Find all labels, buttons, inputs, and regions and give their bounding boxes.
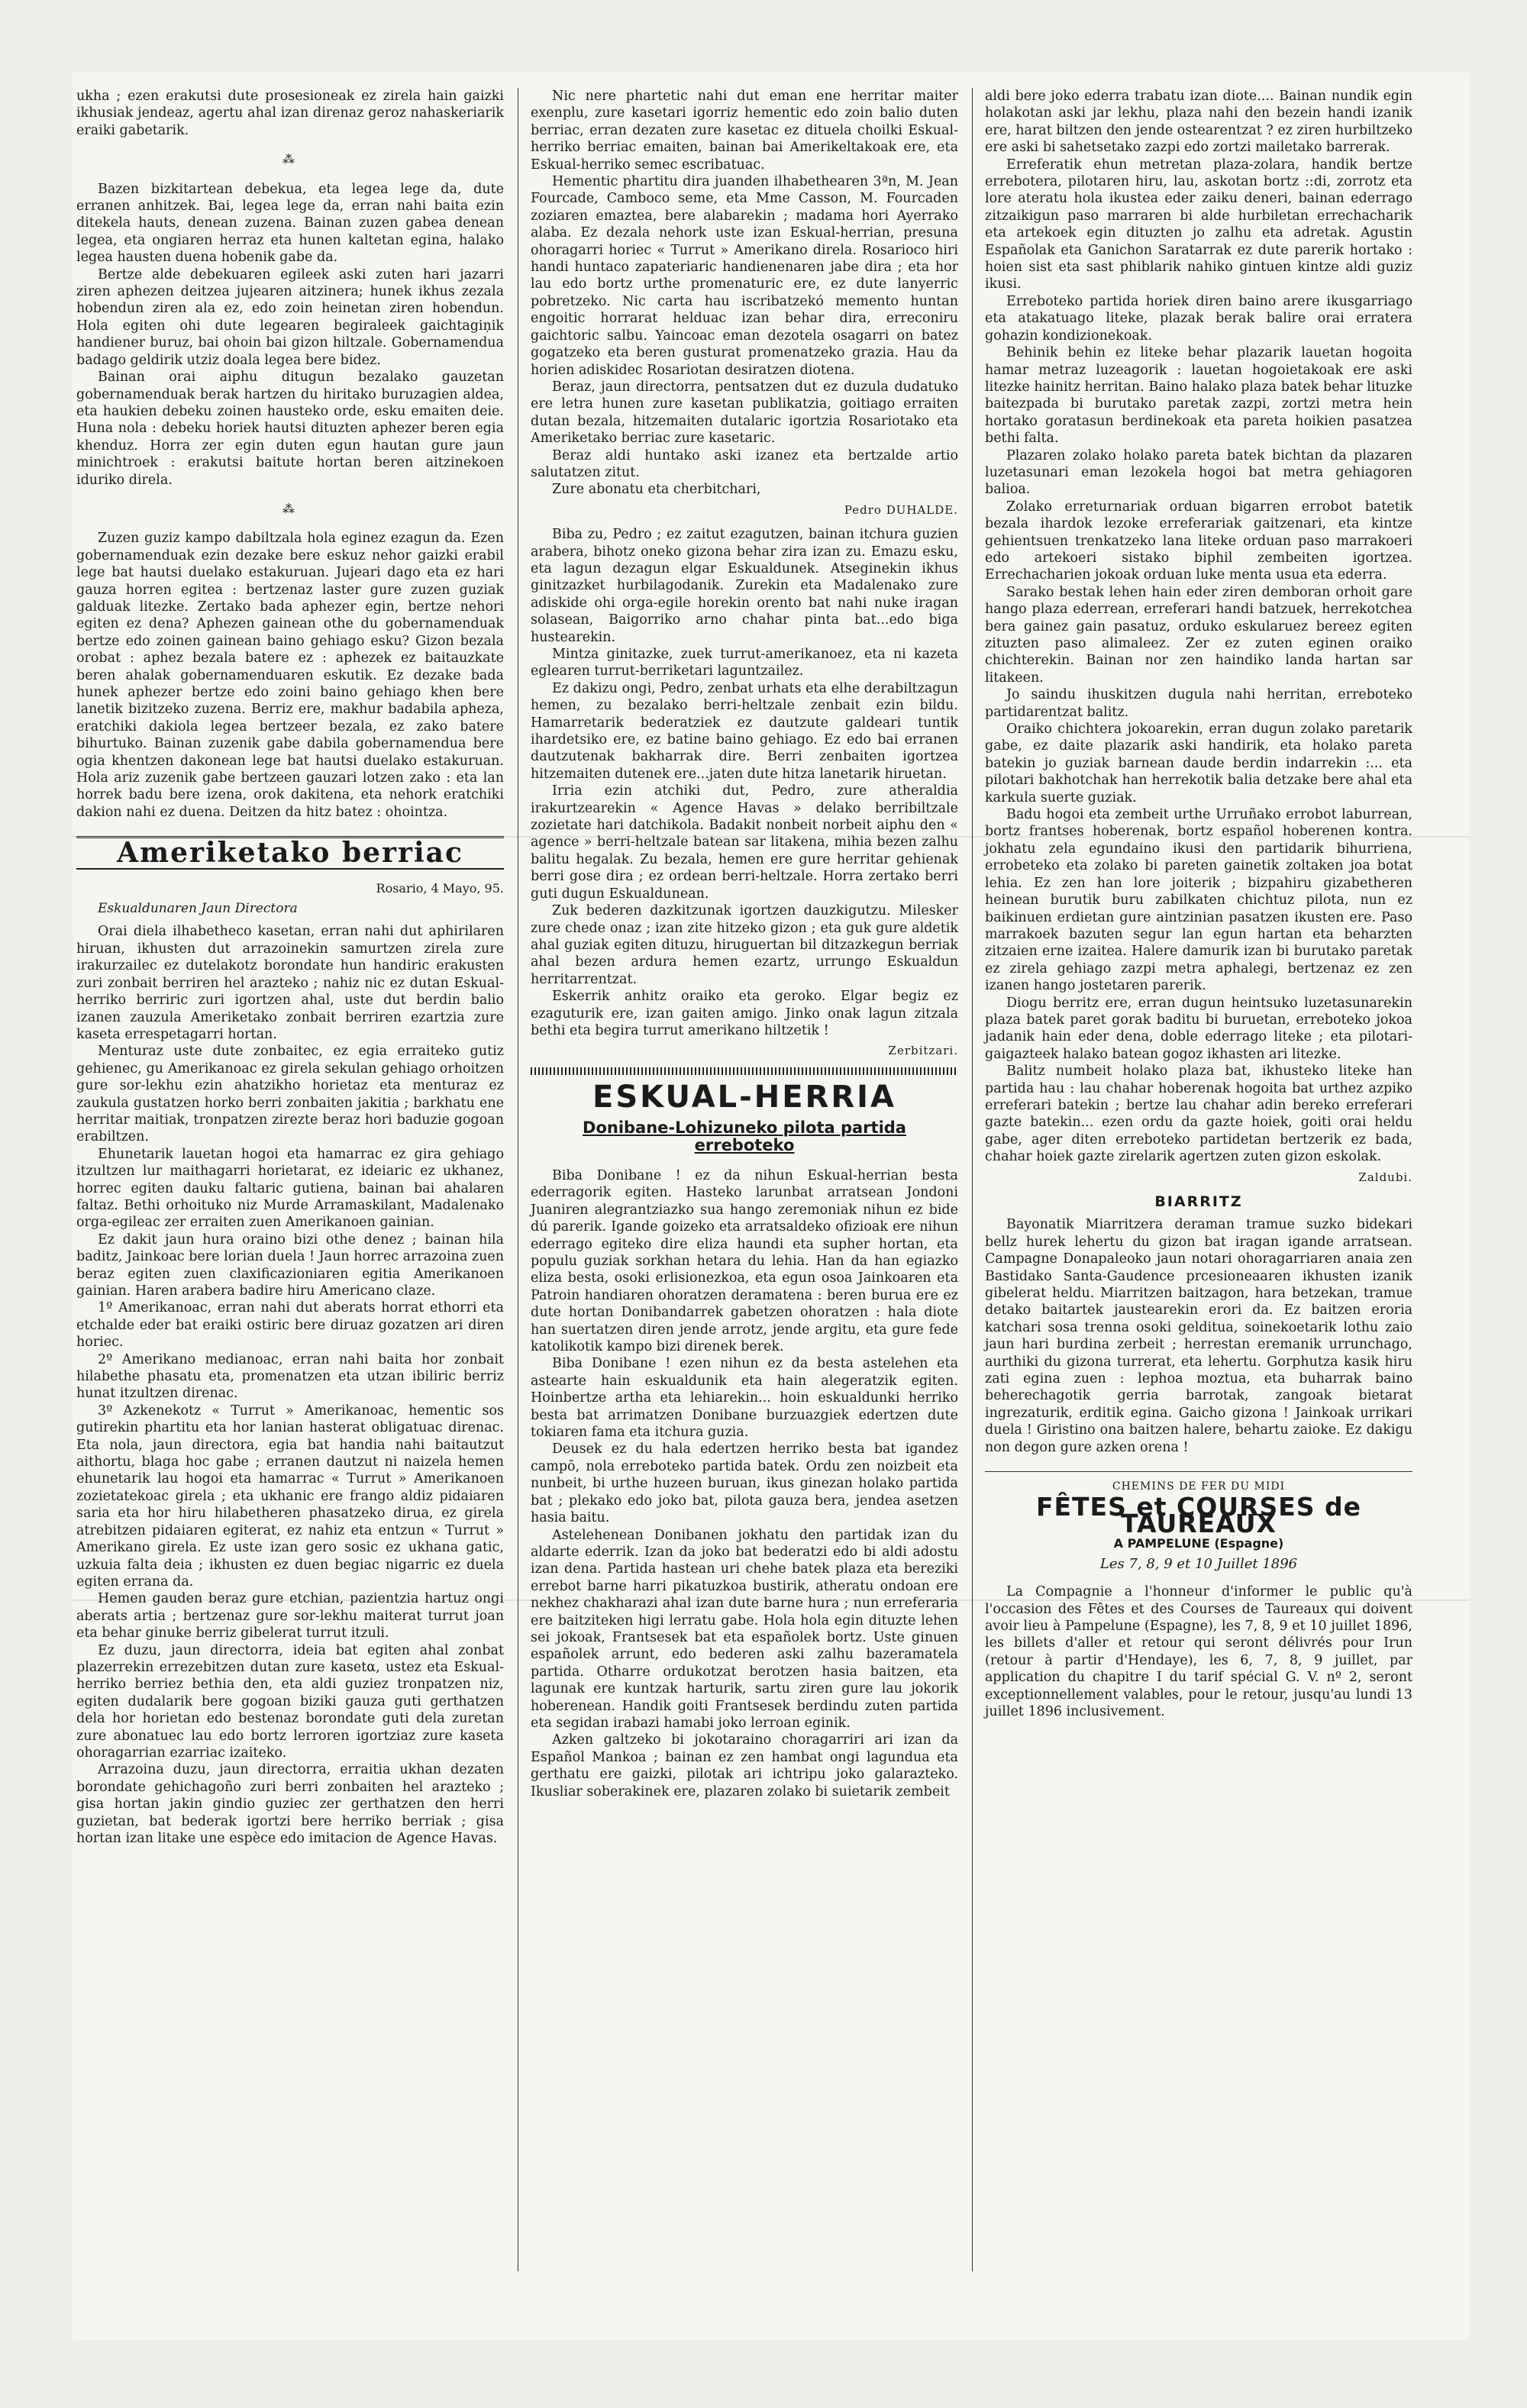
reply-body [531, 526, 958, 1039]
article-continued-text [76, 88, 504, 139]
paragraph: Eskerrik anhitz oraiko eta geroko. Elgar begiz ez ezaguturik ere, izan gaiten amigo. Jinko onak lagun zitzala bethi eta begira turrut amerikano hiltzetik ! [531, 989, 958, 1038]
letter-body [531, 88, 958, 499]
signature: Zaldubi. [1358, 1170, 1412, 1184]
paragraph: Sarako bestak lehen hain eder ziren demboran orhoit gare hango plaza ederrean, erreferari handi batzuek, herrekotchea bera gainez gain pasatuz, orduko eskularuez bereez egiten zituzten paso alimaleez. Zer ez zuten eginen oraiko chichterekin. Bainan nor zen haindiko landa hartan sar litakeen. [985, 584, 1412, 686]
hatched-divider [531, 1067, 958, 1075]
paragraph: Erreboteko partida horiek diren baino arere ikusgarriago eta atakatuago liteke, plazak berak balire orai erratera gohazin kondizionekoak. [985, 293, 1412, 344]
section-heading-ameriketako: Ameriketako berriac [76, 836, 504, 869]
section-heading-eskual-herria: ESKUAL-HERRIA [592, 1079, 896, 1115]
signature: Pedro DUHALDE. [844, 502, 958, 517]
paragraph: Deusek ez du hala edertzen herriko besta bat igandez campō, nola erreboteko partida batek. Ordu zen noizbeit eta nunbeit, bi urthe huzeen buruan, ikus ginezan holako partida bat ; plekako edo joko bat, pilota gauza bera, jendea asetzen hasia baitu. [531, 1441, 958, 1526]
paragraph: Astelehenean Donibanen jokhatu den partidak izan du aldarte ederrik. Izan da joko bat bederatzi edo bi aldi adostu izan dena. Partida hastean uri chehe batek plaza eta bereziki errebot barne harri pikatuzkoa bustirik, atheratu ondoan ere nekhez chakharazi ahal izan dute barne hura ; nun erreferaria ere baitziteken higi lerratu gabe. Hola hola egin dituzte lehen sei jokoak, Frantsesek bat eta españolek bortz. Uste ginuen españolek arrunt, edo bederen aski zalhu bazeramatela partida. Otharre ordukotzat berotzen hasia baitzen, eta lagunak ere kuntzak harturik, sartu ziren gure lau jokorik hoberenean. Handik goiti Frantsesek berdindu zuten partida eta segidan irabazi hamabi joko lerroan eginik. [531, 1527, 958, 1731]
paragraph: Biba Donibane ! ezen nihun ez da besta astelehen eta astearte hain eskualdunik eta hain alegeratzik egiten. Hoinbertze artha eta lehiarekin... hoin eskualdunki herriko besta bat arrimatzen Donibane burzuazgiek edertzen dute tokiaren fama eta itchura guzia. [531, 1356, 958, 1441]
article-body [985, 88, 1412, 1166]
paragraph: 1º Amerikanoac, erran nahi dut aberats horrat ethorri eta etchalde eder bat eraiki ostiric bere diruaz gozatzen ari diren horiec. [76, 1300, 504, 1351]
paragraph: Zuzen guziz kampo dabiltzala hola eginez ezagun da. Ezen gobernamenduak ezin dezake bere eskuz nehor gaizki erabil lege bat hautsi duelako estakuruan. Jujeari dago eta ez hari gauza horren egitea : bertzenaz laster gure zuzen guziak galduak litezke. Zertako bada aphezer egin, bertze nehori egiten ez dena? Aphezen gainean othe du gobernamenduak bertze edo zoinen gainean baino gehiago esku? Gizon bezala orobat : aphez bezala batere ez : aphezek ez baitauzkate beren ahalak gobernamenduaren eskutik. Ez dezake bada hunek aphezer bertze edo zoini baino gehiago khen bere lanetik bizitzeko zuzena. Berriz ere, makhur badabila apheza, eratchiki dakiola legea bertzeer bezala, ez zako batere bihurtuko. Bainan zuzenik gabe dabila gobernamendua bere ogia khentzen dakonean lege bat hautsi duelako estakuruan. Hola ariz zuzenik gabe bertzeen gauzari lotzen zako : eta lan horrek badu bere izena, orok dakitena, eta nehork eratchiki dakion nahi ez duena. Deitzen da hitz batez : ohointza. [76, 531, 504, 820]
ad-company: CHEMINS DE FER DU MIDI [1112, 1480, 1286, 1493]
section-separator: ⁂ [282, 501, 298, 516]
paragraph: Zuk bederen dazkitzunak igortzen dauzkigutzu. Milesker zure chede onaz ; izan zite hitzeko gizon ; eta guk gure aldetik ahal guziak egiten dituzu, hiruguertan bil ditzazkegun berriak ahal bezen ardura hemen ezartz, urrungo Eskualdun herritarrentzat. [531, 903, 958, 987]
paragraph: aldi bere joko ederra trabatu izan diote.... Bainan nundik egin holakotan aski jar lekhu, plaza nahi den bezein handi izanik ere, harat biltzen den jende ostearentzat ? ez ziren hurbiltzeko ere aski bi sahetsetako zazpi edo zortzi mailetako barrerak. [985, 89, 1412, 156]
column-rule [972, 88, 973, 2271]
paragraph: Oraiko chichtera jokoarekin, erran dugun zolako paretarik gabe, ez daite plazarik aski handirik, eta holako pareta batekin jo guziak barnean daude berdin indarrekin :... eta pilotari bakhotchak han herrekotik balia detzake bere ahal eta karkula suerte guziak. [985, 721, 1412, 805]
column-2 [531, 88, 958, 1800]
paragraph: Ehunetarik lauetan hogoi eta hamarrac ez gira gehiago itzultzen lur maithagarri horietarat, ez ideiaric ez ukhanez, horrec egiten dauku faltaric gutiena, bainan bai ahalaren faltaz. Bethi orhoituko niz Murde Arramaskilant, Madalenako orga-egileac zer erraiten zuen Amerikanoen gainian. [76, 1146, 504, 1231]
paragraph: Irria ezin atchiki dut, Pedro, zure atheraldia irakurtzearekin « Agence Havas » delako berribiltzale zozietate hari datchikola. Badakit nonbeit norbeit aiphu den « agence » berri-heltzale batean sar litakena, mihia bezen zalhu balitu hegalak. Zu bezala, hemen ere gure herritar gehienak berri gose dira ; ez ordean berri-heltzale. Horra zertako berri guti dugun Eskualdunean. [531, 783, 958, 902]
paragraph: Nic nere phartetic nahi dut eman ene herritar maiter exenplu, zure kasetari igorriz hementic edo zoin balio duten berriac, erran dezaten zure kasetac ez dituela choilki Eskual-herriko berriac emaiten, bainan bai Amerikeltakoak ere, eta Eskual-herriko semec escribatuac. [531, 89, 958, 173]
paragraph: Diogu berritz ere, erran dugun heintsuko luzetasunarekin plaza batek paret gorak baditu bi buruetan, erreboteko jokoa jadanik hain eder dena, doble ederrago liteke ; eta pilotari-gaigazteek halako batean gogoz ikhasten ari litezke. [985, 995, 1412, 1062]
paragraph: ukha ; ezen erakutsi dute prosesioneak ez zirela hain gaizki ikhusiak jendeaz, agertu ahal izan direnaz geroz nahaskeriarik eraiki gabetarik. [76, 89, 504, 138]
paragraph: Zolako erreturnariak orduan bigarren errobot batetik bezala ihardok lezoke erreferariak gaitzenari, eta kintze gehientsuen trenkatzeko lana liteke orduan paso marrakoeri edo artekoeri sistako biphil zembeiten igortzea. Errechacharien jokoak orduan luke menta usua eta ederra. [985, 499, 1412, 583]
column-3 [985, 88, 1412, 1720]
ad-body: La Compagnie a l'honneur d'informer le public qu'à l'occasion des Fêtes et des Courses de Taureaux qui doivent avoir lieu à Pampelune (Espagne), les 7, 8, 9 et 10 juillet 1896, les billets d'aller et retour qui seront délivrés pour Irun (retour à partir d'Hendaye), les 6, 7, 8, 9 juillet, par application du chapitre I du tarif spécial G. V. nº 2, seront exceptionnellement valables, pour le retour, jusqu'au lundi 13 juillet 1896 inclusivement. [985, 1584, 1412, 1719]
ad-city: A PAMPELUNE (Espagne) [1113, 1536, 1284, 1551]
paragraph: Hementic phartitu dira juanden ilhabethearen 3ªn, M. Jean Fourcade, Camboco seme, eta Mme Casson, M. Fourcaden zoziaren emaztea, bere alabarekin ; madama hori Ayerrako alaba. Ez dezala nehork uste izan Eskual-herrian, presuna ohoragarri horiec « Turrut » Amerikano direla. Rosarioco hiri handi huntaco zapateriaric handienenaren jabe dira ; eta hor lau edo bortz urthe promenaturic ere, ez dute lanyerric pobretzeko. Nic carta hau iscribatzekó memento huntan engoitic horrarat helduac izan behar dira, erreconiru gaichtoric salbu. Yaincoac eman dezotela osagarri on batez gogatzeko eta beren gusturat promenatzeko grazia. Hau da horien adiskidec Rosariotan desiratzen diotena. [531, 174, 958, 378]
paragraph: Orai diela ilhabetheco kasetan, erran nahi dut aphirilaren hiruan, ikhusten dut arrazoinekin samurtzen zirela zure irakurzailec ez dutelakotz borondate hun handiric erakusten zuri zonbait berriren hel arazteko ; nahiz nic ez dutan Eskual-herriko berriric zuri igortzen ahal, uste dut berdin baliο izanen zauzula Ameriketako zonbait berriren ezartzia zure kaseta errespetagarri hortan. [76, 924, 504, 1042]
paragraph: Ez dakit jaun hura oraino bizi othe denez ; bainan hila baditz, Jainkoac bere lorian duela ! Jaun horrec arrazoina zuen beraz egiten zuen claxificazioniaren egitia Amerikanoen gainian. Haren arabera badire hiru Americano claze. [76, 1231, 504, 1299]
paragraph: Beraz, jaun directorra, pentsatzen dut ez duzula dudatuko ere letra hunen zure kasetan publikatzia, goitiago erraiten dutan bezala, hitzemaiten dutalaric igortzia Rosariotako eta Ameriketako berriac zure kasetaric. [531, 379, 958, 447]
paragraph: Erreferatik ehun metretan plaza-zolara, handik bertze errebotera, pilotaren hiru, lau, askotan bortz ::di, zorrotz eta lore ateratu hola ikustea eder zaiku deneri, bainan ederrago zitzaikigun paso marraren bi alde hurbiletan errechacharik eta artekoek egin dituzten jo zalhu eta adretak. Agustin Españolak eta Ganichon Saratarrak ez dute parerik hortako : hoien sist eta sast phiblarik nahiko gintuen kintze aldi guziz ikusi. [985, 157, 1412, 292]
paragraph: 3º Azkenekotz « Turrut » Amerikanoac, hementic sos gutirekin phartitu eta hor lanian hasterat obligatuac direnac. Eta nola, jaun directora, egia bat handia nahi baitautzut aithortu, blaga hoc gabe ; erranen dautzut ni naizela hemen ehunetarik lau hogoi eta hamarrac « Turrut » Amerikanoen zozietatekoac girela ; eta ukhanic ere frango aldiz pidaiaren saria eta hor hiru hilabetheren phasatzeko dirua, ez girela atrebitzen pidaiaren egiterat, ez nahiz eta entzun « Turrut » Amerikano girela. Ez uste izan gero sosic ez ukhana gatic, uzkuia falta deia ; ikhusten ez duen begiac nigarric ez duela egiten errana da. [76, 1403, 504, 1590]
article-subheading: Donibane-Lohizuneko pilota partida erreboteko [583, 1118, 906, 1154]
paragraph: Ez duzu, jaun directorra, ideia bat egiten ahal zonbat plazerrekin errezebitzen dutan zure kasetα, ustez eta Eskual-herriko berriez bethia den, eta aldi guziez tronpatzen niz, egiten dudalarik bere gogoan biziki gauza guti gerthatzen dela hor horietan edo bestenaz borondate guti dela zuretan zure abonatuec lau edo bortz lerroren igortziaz zure kaseta ohoragarrian ezarriac izaiteko. [76, 1642, 504, 1761]
paragraph: Ez dakizu ongi, Pedro, zenbat urhats eta elhe derabiltzagun hemen, zu bezalako berri-heltzale zenbait ezin bildu. Hamarretarik bederatziek ez dautzute galdeari tuntik ihardetsiko ere, ez batine baino gehiago. Ez edo bai erranen dautzutenak bakharrak dire. Berri zenbaiten igortzea hitzemaiten dutenek ere...jaten dute hitza lanetarik hiruetan. [531, 680, 958, 782]
paragraph: Hemen gauden beraz gure etchian, pazientzia hartuz ongi aberats artia ; bertzenaz gure sor-lekhu maiterat turrut joan eta behar ginuke berriz gibelerat turrut itzuli. [76, 1591, 504, 1641]
paragraph: 2º Amerikano medianoac, erran nahi baita hor zonbait hilabethe phasatu eta, promenatzen eta utzan ibiliric berriz hunat itzultzen direnac. [76, 1351, 504, 1402]
paragraph: Beraz aldi huntako aski izanez eta bertzalde artio salutatzen zitut. [531, 447, 958, 480]
paragraph: Zure abonatu eta cherbitchari, [552, 482, 761, 498]
paragraph: Biba zu, Pedro ; ez zaitut ezagutzen, bainan itchura guzien arabera, bihotz oneko gizona behar zira izan zu. Emazu esku, eta lagun dezagun elgar Eskualdunek. Atseginekin ikhus ginitzazket hurbilagodanik. Zurekin eta Madalenako zure adiskide ohi orga-egile horekin orento bat nahi nuke iragan solasean, Baigorriko arno chahar pinta bat...edo biga hustearekin. [531, 527, 958, 645]
paragraph: Bayonatik Miarritzera deraman tramue suzko bidekari bellz hurek lehertu du gizon bat iragan igande arratsean. Campagne Donapaleoko jaun notari ohoragarriaren anaia zen Bastidako Santa-Gaudence prcesioneaaren ikhusten izanik gibelerat heldu. Miarritzen baitzagon, hara betzekan, tramue detako baitartek jaustearekin erori da. Ez baitzen eroria katchari sosa trenna osoki gelditua, soinekoetarik lothu zaio jaun hari burdina zerbeit ; herrestan eremanik urrunchago, aurthiki du gizona turrerat, eta lehertu. Gorphutza kasik hiru zati egina zuen : lephoa moztua, eta buharrak baino beherechagotik gerria barrotak, zangoak bietarat ingrezaturik, erditik egina. Gaicho gizona ! Jainkoak urrikari duela ! Giristino ona baitzen halere, behartu zaioke. Ez dakigu non degon gure azken orena ! [985, 1217, 1412, 1455]
letter-salutation: Eskualdunaren Jaun Directora [98, 901, 298, 917]
newspaper-page [73, 73, 1470, 2340]
article-body [76, 181, 504, 489]
paragraph: Balitz numbeit holako plaza bat, ikhusteko liteke han partida hau : lau chahar hoberenak hogoita bat urthez azpiko erreferari batekin ; bertze lau chahar adin bereko erreferari gazte batekin... ezen ordu da gazte hoiek, goiti orai heldu gabe, ager diten erreboteko partidetan bertzerik ez bada, chahar hoiek gazte zirelarik agertzen zuten gizon eskolak. [985, 1064, 1412, 1165]
section-separator: ⁂ [282, 152, 298, 167]
dateline: Rosario, 4 Mayo, 95. [376, 880, 504, 896]
letter-body [76, 923, 504, 1847]
paragraph: Menturaz uste dute zonbaitec, ez egia erraiteko gutiz gehienec, gu Amerikanoac ez girela sekulan gehiago orhoitzen gure sor-lekhu ezin ahatzikho horietaz eta menturaz ez zaukula gustatzen horko berri zonbaiten jakitia ; barkhatu ene herritar maitiak, tronpatzen zirezte beraz hori baduzie gogoan erabiltzen. [76, 1044, 504, 1145]
paragraph: Arrazoina duzu, jaun directorra, erraitia ukhan dezaten borondate gehichagoño zuri berri zonbaiten hel arazteko ; gisa hortan jakin gindio guziec zer gerthatzen den herri guzietan, bat bederak igortzi bere herriko berriak ; gisa hortan izan litake une espèce edo imitacion de Agence Havas. [76, 1762, 504, 1846]
ad-dates: Les 7, 8, 9 et 10 Juillet 1896 [1099, 1555, 1298, 1572]
paragraph: Jo saindu ihuskitzen dugula nahi herritan, erreboteko partidarentzat balitz. [985, 687, 1412, 720]
railway-advertisement [985, 1471, 1412, 1720]
paragraph: Behinik behin ez liteke behar plazarik lauetan hogoita hamar metraz luzeagorik : lauetan hogoietakoak ere aski litezke hainitz herritan. Baino halako plaza batek behar lituzke baitezpada bi burutako paretak zazpi, zortzi metra hein hortako goratasun berdinekoak eta pareta hoikien pasatzea bethi falta. [985, 345, 1412, 447]
paragraph: Biba Donibane ! ez da nihun Eskual-herrian besta ederragorik egiten. Hasteko larunbat arratsean Jondoni Juaniren alegrantziazko sua hango zeremoniak nihun ez bide dú parerik. Igande goizeko eta arratsaldeko ofizioak ere nihun ederrago egiteko dire eliza haundi eta supher hortan, eta populu guziak sorkhan hetara du lehia. Han da han egiazko eliza besta, osoki erlisionezkoa, eta egun osoa Jainkoaren eta Patroin handiaren ohoratzen deramatena : beren burua ere ez dute hortan Donibandarrek gabetzen ohoratzen : hala diote han suertatzen diren jende arrotz, jende argitu, eta gure fede katolikotik kampo bizi direnek berek. [531, 1167, 958, 1355]
paragraph: Azken galtzeko bi jokotaraino choragarriri ari izan da Español Mankoa ; bainan ez zen hambat ongi lagundua eta gerthatu ere gaizki, pilotak ari ichtripu joko galarazteko. Ikusliar soberakinek ere, plazaren zolako bi suietarik zembeit [531, 1732, 958, 1800]
paragraph: Plazaren zolako holako pareta batek bichtan da plazaren luzetasunari eman lezokela hogoi bat metra gehiagoren balioa. [985, 447, 1412, 498]
paragraph: Bainan orai aiphu ditugun bezalako gauzetan gobernamenduak berak hartzen du hiritako buruzagien aldea, eta haukien debeku zoinen hausteko orde, esku emaiten deie. Huna nola : debeku horiek hautsi dituzten aphezer beren egia khenduz. Horra zer egin duten egun hautan gure jaun minichtroek : erakutsi baitute hortan beren aitzinekoen iduriko direla. [76, 370, 504, 488]
signature: Zerbitzari. [888, 1044, 958, 1058]
paragraph: Mintza ginitazke, zuek turrut-amerikanoez, eta ni kazeta eglearen turrut-berriketari laguntzailez. [531, 647, 958, 679]
paragraph: Bertze alde debekuaren egileek aski zuten hari jazarri ziren aphezen deitzea jujearen aitzinera; hunek ikhus zezala hobendun ziren ala ez, edo zoin heinetan ziren hobendun. Hola egiten ohi dute legearen begiraleek gaichtagiņik handiener buruz, bai ohoin bai gizon hiltzale. Gobernamendua badago geldirik utziz doala legea bere bidez. [76, 266, 504, 368]
section-heading-biarritz: BIARRITZ [1154, 1193, 1243, 1210]
article-body [531, 1167, 958, 1800]
paragraph: Badu hogoi eta zembeit urthe Urruñako errobot laburrean, bortz frantses hoberenak, bortz español hoberenen kontra. jokhatu zela egundaino ikusi den partidarik bihurriena, errobeteko eta zolako bi pareten gainetik zoltaken joa botat lehia. Ez zen han lore joiterik ; bizpahiru gizabetheren heinean burutik buru zabilkaten chichtuz pilota, nun ez baikinuen erdietan gure aintzinian pasatzen ikusten ere. Paso marrakoek bazuten segur lan egun hartan eta beharzten zitzaien erne izaitea. Halere damurik izan bi burutako paretak ez zirela gehiago zazpi metra aphalegi, bertzenaz ez zen izanen hango jostetaren parerik. [985, 807, 1412, 994]
article-body [76, 530, 504, 821]
column-1 [76, 88, 504, 1847]
article-body [985, 1216, 1412, 1456]
paragraph: Bazen bizkitartean debekua, eta legea lege da, dute erranen anhitzek. Bai, legea lege da, erran nahi baita ezin ditekela hauts, denean zuzena. Bainan zuzen gabea denean legea, eta ongiaren herraz eta hunen kaltetan egina, halako legea hausten duena hobenik gabe da. [76, 181, 504, 266]
ad-title: FÊTES et COURSES de TAUREAUX [1035, 1491, 1362, 1538]
